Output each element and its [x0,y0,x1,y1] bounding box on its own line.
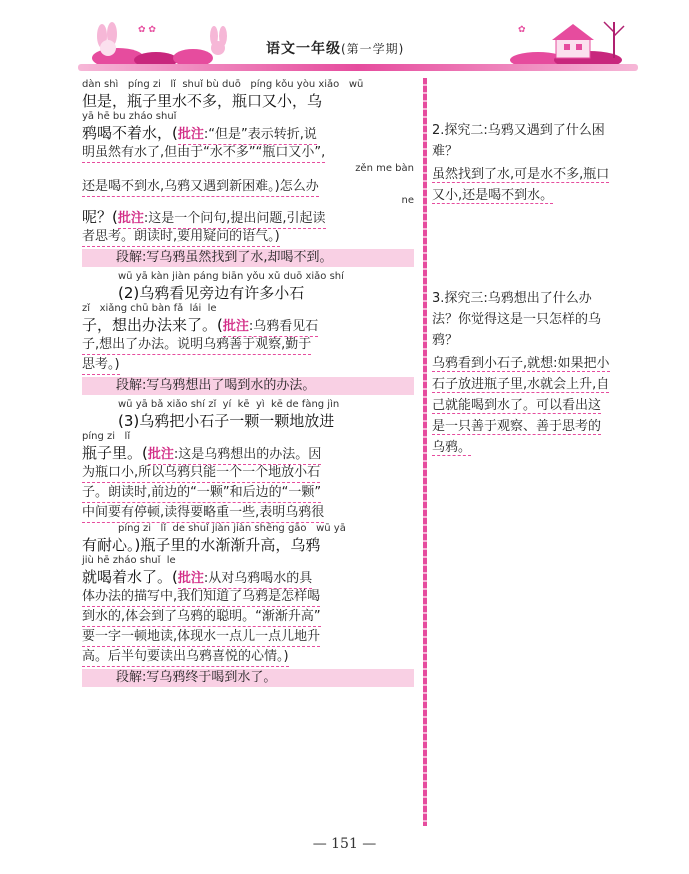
rabbit-cake-decoration-icon [78,18,248,68]
annotation-line: 高。后半句要读出乌鸦喜悦的心情。) [82,647,414,667]
annotation-line: 子。朗读时,前边的“一颗”和后边的“一颗” [82,483,414,503]
annotation-label: 批注 [177,571,204,586]
side-notes-column [432,120,612,458]
pinyin-line: ne [401,195,414,206]
annotation-label: 批注 [222,319,249,334]
svg-text:✿ ✿: ✿ ✿ [138,25,156,35]
annotation-label: 批注 [147,447,174,462]
exploration-answer-2: 虽然找到了水,可是水不多,瓶口又小,还是喝不到水。 [432,167,610,203]
annotation-line: 为瓶口小,所以乌鸦只能一个一个地放小石 [82,463,414,483]
pinyin-line: yā hē bu zháo shuǐ [82,111,177,122]
svg-text:✿: ✿ [518,25,526,35]
exploration-question-2: 2.探究二:乌鸦又遇到了什么困难？ [432,123,605,159]
pinyin-line: zǐ xiǎng chū bàn fǎ lái le [82,303,217,314]
text-line: 呢？(批注:这是一个问句,提出问题,引起读 [82,207,414,227]
house-tree-decoration-icon [508,12,638,72]
pinyin-line: jiù hē zháo shuǐ le [82,555,176,566]
text-line: 子，想出办法来了。(批注:乌鸦看见石 [82,315,414,335]
annotation-line: 中间要有停顿,读得要略重一些,表明乌鸦很 [82,503,414,523]
annotation-line: 体办法的描写中,我们知道了乌鸦是怎样喝 [82,587,414,607]
text-line: 还是喝不到水,乌鸦又遇到新困难。)怎么办 [82,175,414,195]
paragraph-summary: 段解:写乌鸦虽然找到了水,却喝不到。 [82,249,414,267]
pinyin-line: dàn shì píng zi lǐ shuǐ bù duō píng kǒu yòu xiǎo wū [82,79,364,90]
annotation-line: 者思考。朗读时,要用疑问的语气。) [82,227,414,247]
text-line: 有耐心。)瓶子里的水渐渐升高，乌鸦 [82,536,321,554]
text-line: 瓶子里。(批注:这是乌鸦想出的办法。因 [82,443,414,463]
text-line: (3)乌鸦把小石子一颗一颗地放进 [118,412,335,430]
pinyin-line: wū yā bǎ xiǎo shí zǐ yí kē yì kē de fàng jìn [118,399,340,410]
pinyin-line: zěn me bàn [355,163,414,174]
text-line: 鸦喝不着水，(批注:“但是”表示转折,说 [82,123,414,143]
text-line: 但是，瓶子里水不多，瓶口又小，乌 [82,92,323,110]
main-text-column [82,79,414,691]
paragraph-summary: 段解:写乌鸦想出了喝到水的办法。 [82,377,414,395]
annotation-label: 批注 [117,211,144,226]
annotation-line: 要一字一顿地读,体现水一点儿一点儿地升 [82,627,414,647]
page-number: — 151 — [312,836,377,852]
exploration-answer-3: 乌鸦看到小石子,就想:如果把小石子放进瓶子里,水就会上升,自己就能喝到水了。可以看出这是一只善于观察、善于思考的乌鸦。 [432,356,610,455]
annotation-line: 明虽然有水了,但由于“水不多”“瓶口又小”, [82,143,414,163]
header-bar [78,64,638,71]
pinyin-line: píng zi lǐ de shuǐ jiàn jiàn shēng gāo wū yā [118,523,346,534]
pinyin-line: wū yā kàn jiàn páng biān yǒu xǔ duō xiǎo shí [118,271,344,282]
header-title: 语文一年级(第一学期) [266,41,405,57]
text-line: (2)乌鸦看见旁边有许多小石 [118,284,305,302]
exploration-question-3: 3.探究三:乌鸦想出了什么办法？你觉得这是一只怎样的乌鸦？ [432,291,602,348]
annotation-line: 子,想出了办法。说明乌鸦善于观察,勤于 [82,335,414,355]
text-line: 就喝着水了。(批注:从对乌鸦喝水的具 [82,567,414,587]
annotation-line: 思考。) [82,355,414,375]
annotation-label: 批注 [177,127,204,142]
annotation-line: 到水的,体会到了乌鸦的聪明。“渐渐升高” [82,607,414,627]
pinyin-line: píng zi lǐ [82,431,131,442]
page-header [78,12,638,72]
paragraph-summary: 段解:写乌鸦终于喝到水了。 [82,669,414,687]
column-divider [423,78,427,826]
